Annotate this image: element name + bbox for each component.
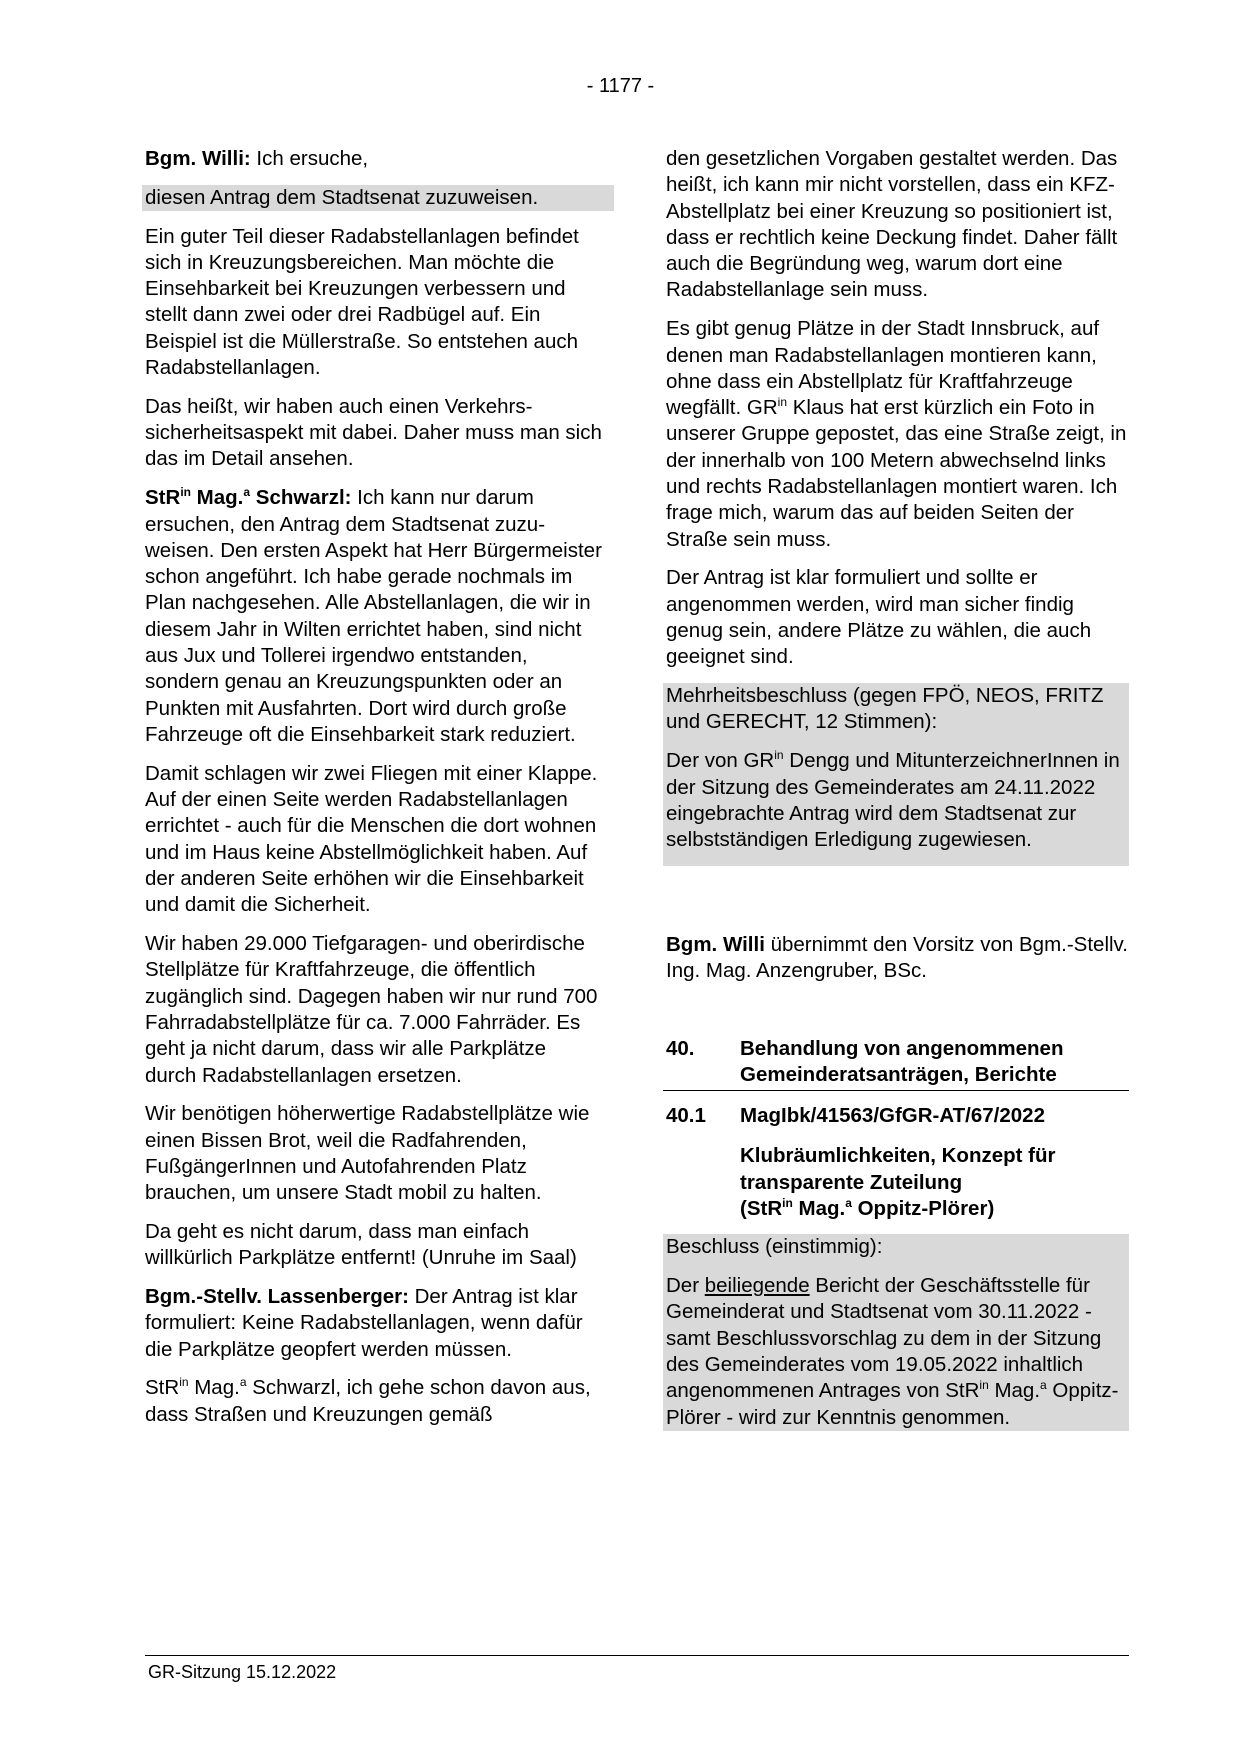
speaker-name: Bgm. Willi: <box>145 147 251 170</box>
decision-text: Der von $GR^{in}$ Dengg und MitunterzeichnerInnen in der Sitzung des Gemeinderates am 24.11.2022 eingebrachte Antrag wird dem Stadtsenat zur selbstständigen Erledigung zugewiesen. <box>663 748 1129 866</box>
decision-title: Mehrheitsbeschluss (gegen FPÖ, NEOS, FRITZ und GERECHT, 12 Stimmen): <box>663 683 1129 748</box>
subsection-number: 40.1 <box>666 1104 706 1128</box>
paragraph: Bgm. Willi: Ich ersuche, <box>145 147 369 170</box>
paragraph: StR$^{in}$ Mag.$^a$ Schwarzl: Ich kann nur darum ersuchen, den Antrag dem Stadtsenat zuzuweisen. Den ersten Aspekt hat Herr Bürgermeister schon angeführt. Ich habe gerade nochmals im Plan nachgesehen. Alle Abstellanlagen, die wir in diesem Jahr in Wilten errichtet haben, sind nicht aus Jux und Tollerei irgendwo entstanden, sondern genau an Kreuzungspunkten oder an Punkten mit Ausfahrten. Dort wird durch große Fahrzeuge oft die Einsehbarkeit stark reduziert. <box>145 485 602 746</box>
left-column <box>145 146 602 1441</box>
decision-text: Der beiliegende Bericht der Geschäftsstelle für Gemeinderat und Stadtsenat vom 30.11.2022 - samt Beschlussvorschlag zu dem in der Sitzung des Gemeinderates vom 19.05.2022 inhaltlich angenommenen Antrages von StR$^{in}$ Mag.$^a$ Oppitz-Plörer - wird zur Kenntnis genommen. <box>663 1273 1129 1431</box>
section-number: 40. <box>666 1036 695 1060</box>
subsection-heading <box>666 1103 1129 1129</box>
speaker-name: StR$^{in}$ Mag.$^a$ Schwarzl: <box>145 485 352 510</box>
shaded-request: diesen Antrag dem Stadtsenat zuzuweisen. <box>142 185 614 211</box>
section-title: Behandlung von angenommenen Gemeinderatsanträgen, Berichte <box>740 1036 1064 1086</box>
paragraph: Der Antrag ist klar formuliert und sollte er angenommen werden, wird man sicher findig genug sein, andere Plätze zu wählen, die auch geeignet sind. <box>666 566 1092 669</box>
paragraph: Bgm. Willi übernimmt den Vorsitz von Bgm.-Stellv. Ing. Mag. Anzengruber, BSc. <box>666 932 1128 983</box>
subsection-title: Klubräumlichkeiten, Konzept für transparente Zuteilung (StR$^{in}$ Mag.$^a$ Oppitz-Plörer) <box>740 1144 1056 1220</box>
attachment-link[interactable]: beiliegende <box>704 1274 810 1298</box>
paragraph: Wir benötigen höherwertige Radabstellplätze wie einen Bissen Brot, weil die Radfahrenden, FußgängerInnen und Autofahrenden Platz brauchen, um unsere Stadt mobil zu halten. <box>145 1102 590 1205</box>
paragraph: StR$^{in}$ Mag.$^a$ Schwarzl, ich gehe schon davon aus, dass Straßen und Kreuzungen gemäß <box>145 1375 591 1426</box>
footer-divider <box>145 1655 1129 1656</box>
paragraph <box>145 185 602 211</box>
speaker-name: Bgm. Willi <box>666 932 765 956</box>
decision-block <box>666 683 1129 866</box>
speaker-name: Bgm.-Stellv. Lassenberger: <box>145 1285 409 1309</box>
decision-title: Beschluss (einstimmig): <box>663 1234 1129 1273</box>
page-number: - 1177 - <box>586 75 655 97</box>
paragraph: den gesetzlichen Vorgaben gestaltet werden. Das heißt, ich kann mir nicht vorstellen, dass ein KFZ-Abstellplatz bei einer Kreuzung so positioniert ist, dass er rechtlich keine Deckung findet. Daher fällt auch die Begründung weg, warum dort eine Radabstellanlage sein muss. <box>666 147 1118 302</box>
paragraph: Da geht es nicht darum, dass man einfach willkürlich Parkplätze entfernt! (Unruhe im Saal) <box>145 1219 577 1270</box>
section-heading <box>663 1036 1129 1092</box>
paragraph: Damit schlagen wir zwei Fliegen mit einer Klappe. Auf der einen Seite werden Radabstellanlagen errichtet - auch für die Menschen die dort wohnen und im Haus keine Abstellmöglichkeit haben. Auf der anderen Seite erhöhen wir die Einsehbarkeit und damit die Sicherheit. <box>145 761 598 917</box>
paragraph: Es gibt genug Plätze in der Stadt Innsbruck, auf denen man Radabstellanlagen montieren kann, ohne dass ein Abstellplatz für Kraftfahrzeuge wegfällt. $GR^{in}$ Klaus hat erst kürzlich ein Foto in unserer Gruppe gepostet, das eine Straße zeigt, in der innerhalb von 100 Metern abwechselnd links und rechts Radabstellanlagen montiert waren. Ich frage mich, warum das auf beiden Seiten der Straße sein muss. <box>666 317 1127 551</box>
paragraph: Bgm.-Stellv. Lassenberger: Der Antrag ist klar formuliert: Keine Radabstellanlagen, wenn dafür die Parkplätze geopfert werden müssen. <box>145 1285 583 1361</box>
decision-block <box>666 1234 1129 1431</box>
page-footer: GR-Sitzung 15.12.2022 <box>148 1662 337 1682</box>
paragraph: Ein guter Teil dieser Radabstellanlagen befindet sich in Kreuzungsbereichen. Man möchte die Einsehbarkeit bei Kreuzungen verbessern und stellt dann zwei oder drei Radbügel auf. Ein Beispiel ist die Müllerstraße. So entstehen auch Radabstellanlagen. <box>145 224 579 380</box>
paragraph: Das heißt, wir haben auch einen Verkehrssicherheitsaspekt mit dabei. Daher muss man sich das im Detail ansehen. <box>145 394 602 471</box>
right-column <box>666 146 1129 1431</box>
paragraph: Wir haben 29.000 Tiefgaragen- und oberirdische Stellplätze für Kraftfahrzeuge, die öffentlich zugänglich sind. Dagegen haben wir nur rund 700 Fahrradabstellplätze für ca. 7.000 Fahrräder. Es geht ja nicht darum, dass wir alle Parkplätze durch Radabstellanlagen ersetzen. <box>145 932 598 1087</box>
subsection-code: MagIbk/41563/GfGR-AT/67/2022 <box>740 1104 1045 1128</box>
